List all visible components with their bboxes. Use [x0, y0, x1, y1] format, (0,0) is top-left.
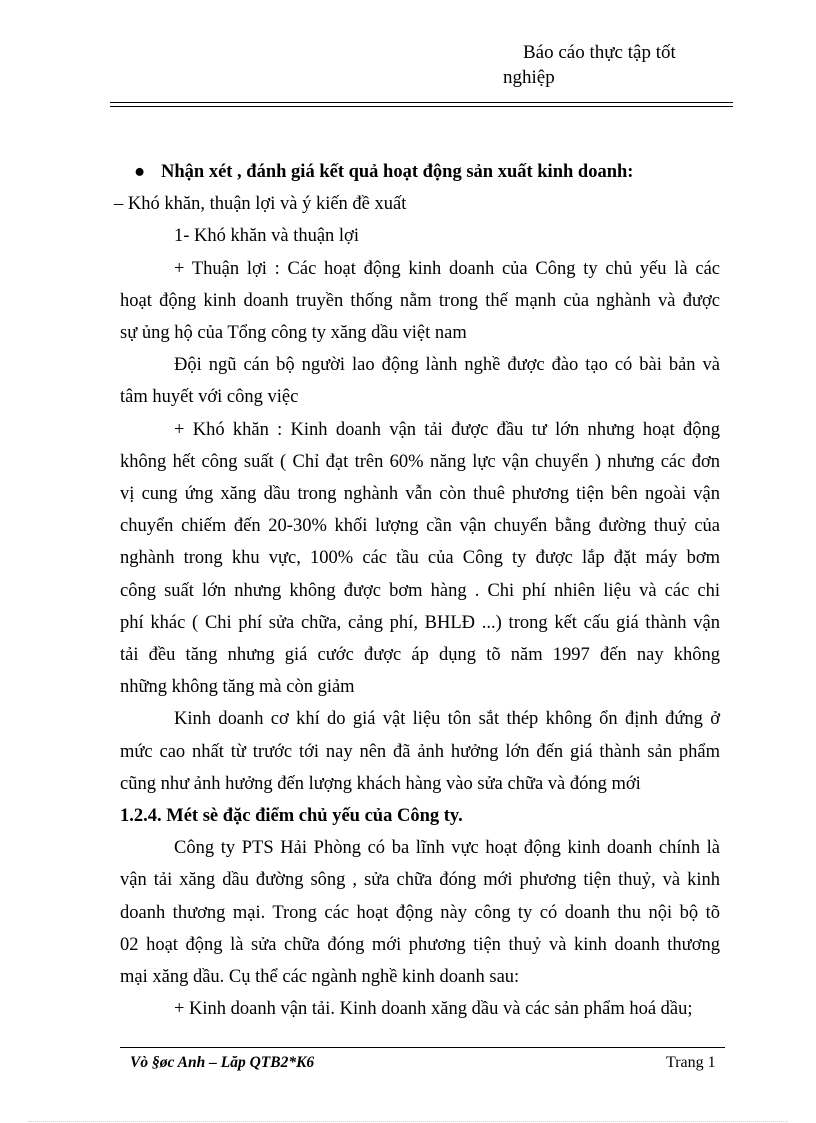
paragraph-line: Công ty PTS Hải Phòng có ba lĩnh vực hoạt động kinh doanh chính là: [174, 838, 720, 859]
header-rule-top: [110, 102, 733, 103]
paragraph-line: tải đều tăng nhưng giá cước được áp dụng tõ năm 1997 đến nay không: [120, 645, 720, 666]
page-edge-dotted-line: [28, 1121, 788, 1122]
paragraph-line: những không tăng mà còn giảm: [120, 677, 355, 698]
paragraph-line: tâm huyết với công việc: [120, 387, 299, 408]
paragraph-line: chuyển chiếm đến 20-30% khối lượng cần vận chuyển bằng đường thuỷ của: [120, 516, 720, 537]
bullet-icon: ●: [134, 162, 146, 182]
paragraph-line: hoạt động kinh doanh truyền thống nằm trong thế mạnh của nghành và được: [120, 290, 720, 311]
footer-rule: [120, 1047, 725, 1048]
paragraph-line: công suất lớn nhưng không được bơm hàng . Chi phí nhiên liệu và các chi: [120, 580, 720, 601]
paragraph-line: mại xăng dầu. Cụ thể các ngành nghề kinh doanh sau:: [120, 967, 520, 988]
subheading: – Khó khăn, thuận lợi và ý kiến đề xuất: [114, 194, 407, 215]
document-body: [114, 156, 720, 1025]
report-title-line-1: Báo cáo thực tập tốt: [523, 42, 676, 63]
report-title: [503, 40, 733, 90]
paragraph-line: cũng như ảnh hưởng đến lượng khách hàng vào sửa chữa và đóng mới: [120, 773, 641, 794]
footer-page-number: Trang 1: [666, 1054, 716, 1071]
paragraph-line: + Kinh doanh vận tải. Kinh doanh xăng dầu và các sản phẩm hoá dầu;: [174, 999, 693, 1020]
paragraph-line: mức cao nhất từ trước tới nay nên đã ảnh hưởng lớn đến giá thành sản phẩm: [120, 741, 720, 762]
paragraph-line: sự ủng hộ của Tổng công ty xăng dầu việt nam: [120, 323, 467, 344]
paragraph-line: Kinh doanh cơ khí do giá vật liệu tôn sắt thép không ổn định đứng ở: [174, 709, 720, 730]
paragraph-line: vận tải xăng dầu đường sông , sửa chữa đóng mới phương tiện thuỷ, và kinh: [120, 870, 720, 891]
bullet-heading: ● Nhận xét , đánh giá kết quả hoạt động sản xuất kinh doanh:: [120, 156, 720, 188]
report-title-line-2: nghiệp: [503, 67, 555, 88]
footer-author: Vò §øc Anh – Lăp QTB2*K6: [130, 1054, 315, 1071]
paragraph-line: không hết công suất ( Chỉ đạt trên 60% năng lực vận chuyển ) nhưng các đơn: [120, 451, 720, 472]
paragraph-line: vị cung ứng xăng dầu trong nghành vẫn còn thuê phương tiện bên ngoài vận: [120, 484, 720, 505]
section-1-title: 1- Khó khăn và thuận lợi: [174, 226, 359, 247]
paragraph-line: + Thuận lợi : Các hoạt động kinh doanh của Công ty chủ yếu là các: [174, 258, 720, 279]
paragraph-line: + Khó khăn : Kinh doanh vận tải được đầu tư lớn nhưng hoạt động: [174, 419, 720, 440]
paragraph-line: nghành trong khu vực, 100% các tầu của Công ty được lắp đặt máy bơm: [120, 548, 720, 569]
header-rule-bottom: [110, 106, 733, 107]
paragraph-line: doanh thương mại. Trong các hoạt động này công ty có doanh thu nội bộ tõ: [120, 902, 720, 923]
section-heading-124: 1.2.4. Mét sè đặc điểm chủ yếu của Công ty.: [120, 806, 463, 827]
paragraph-line: 02 hoạt động là sửa chữa đóng mới phương tiện thuỷ và kinh doanh thương: [120, 934, 720, 955]
paragraph-line: phí khác ( Chi phí sửa chữa, cảng phí, BHLĐ ...) trong kết cấu giá thành vận: [120, 612, 720, 633]
paragraph-line: Đội ngũ cán bộ người lao động lành nghề được đào tạo có bài bản và: [174, 355, 720, 376]
